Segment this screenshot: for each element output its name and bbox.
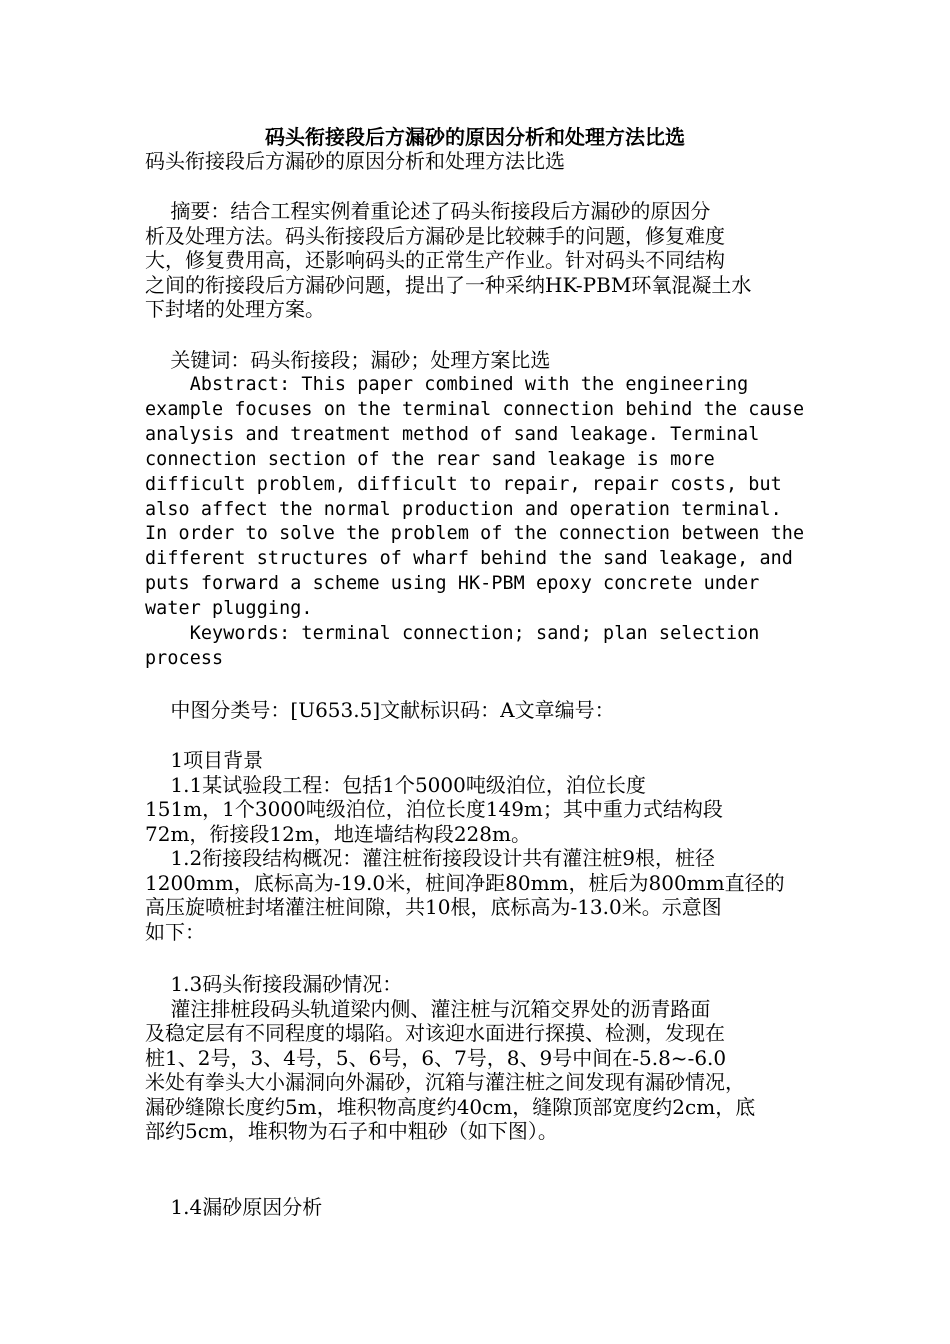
classification-line: 中图分类号：[U653.5]文献标识码：A文章编号： bbox=[145, 698, 615, 722]
abstract-en-line: In order to solve the problem of the connection between the bbox=[145, 523, 805, 545]
section-1-1-line: 151m，1个3000吨级泊位，泊位长度149m；其中重力式结构段 bbox=[145, 797, 723, 821]
abstract-cn-line: 摘要：结合工程实例着重论述了码头衔接段后方漏砂的原因分 bbox=[145, 199, 711, 223]
abstract-en-line: puts forward a scheme using HK-PBM epoxy concrete under bbox=[145, 573, 760, 595]
document-subtitle: 码头衔接段后方漏砂的原因分析和处理方法比选 bbox=[145, 149, 565, 173]
section-1-2-line: 1.2衔接段结构概况：灌注桩衔接段设计共有灌注桩9根，桩径 bbox=[145, 846, 715, 870]
abstract-cn bbox=[145, 199, 825, 322]
section-1-3-line: 部约5cm，堆积物为石子和中粗砂（如下图）。 bbox=[145, 1119, 558, 1143]
section-1-3-line: 及稳定层有不同程度的塌陷。对该迎水面进行探摸、检测，发现在 bbox=[145, 1021, 725, 1045]
section-1-2-line: 高压旋喷桩封堵灌注桩间隙，共10根，底标高为-13.0米。示意图 bbox=[145, 895, 722, 919]
abstract-cn-line: 大，修复费用高，还影响码头的正常生产作业。针对码头不同结构 bbox=[145, 248, 725, 272]
abstract-cn-line: 之间的衔接段后方漏砂问题，提出了一种采纳HK-PBM环氧混凝土水 bbox=[145, 272, 752, 297]
section-1-3-line: 米处有拳头大小漏洞向外漏砂，沉箱与灌注桩之间发现有漏砂情况， bbox=[145, 1070, 745, 1094]
section-1-4-heading: 1.4漏砂原因分析 bbox=[145, 1195, 323, 1219]
section-1-3-line: 漏砂缝隙长度约5m，堆积物高度约40cm，缝隙顶部宽度约2cm，底 bbox=[145, 1094, 756, 1119]
abstract-en bbox=[145, 373, 825, 672]
abstract-en-line: water plugging. bbox=[145, 598, 313, 620]
section-1-2-line: 1200mm，底标高为-19.0米，桩间净距80mm，桩后为800mm直径的 bbox=[145, 870, 785, 895]
section-1-1-line: 72m，衔接段12m，地连墙结构段228m。 bbox=[145, 821, 531, 846]
section-1-3-line: 桩1、2号，3、4号，5、6号，6、7号，8、9号中间在-5.8~-6.0 bbox=[145, 1045, 727, 1070]
section-1-3-line: 灌注排桩段码头轨道梁内侧、灌注桩与沉箱交界处的沥青路面 bbox=[145, 996, 711, 1021]
abstract-en-line: analysis and treatment method of sand leakage. Terminal bbox=[145, 423, 760, 445]
classification bbox=[145, 698, 825, 723]
abstract-cn-line: 下封堵的处理方案。 bbox=[145, 297, 325, 321]
document-title: 码头衔接段后方漏砂的原因分析和处理方法比选 bbox=[265, 125, 685, 149]
abstract-en-line: Abstract: This paper combined with the engineering bbox=[145, 374, 749, 395]
section-1 bbox=[145, 748, 825, 944]
section-1-3 bbox=[145, 972, 825, 1144]
keywords-en-line: process bbox=[145, 647, 224, 669]
section-1-2-line: 如下： bbox=[145, 919, 205, 944]
abstract-en-line: connection section of the rear sand leakage is more bbox=[145, 448, 715, 470]
abstract-en-line: difficult problem, difficult to repair, repair costs, but bbox=[145, 473, 782, 495]
keywords-cn bbox=[145, 348, 825, 373]
keywords-en-line: Keywords: terminal connection; sand; plan selection bbox=[145, 623, 760, 645]
section-1-1-line: 1.1某试验段工程：包括1个5000吨级泊位，泊位长度 bbox=[145, 772, 646, 797]
section-1-3-line: 1.3码头衔接段漏砂情况： bbox=[145, 972, 403, 996]
abstract-en-line: also affect the normal production and operation terminal. bbox=[145, 498, 782, 520]
abstract-en-line: different structures of wharf behind the sand leakage, and bbox=[145, 548, 793, 570]
abstract-cn-line: 析及处理方法。码头衔接段后方漏砂是比较棘手的问题，修复难度 bbox=[145, 223, 725, 248]
section-1-heading: 1项目背景 bbox=[145, 748, 264, 772]
keywords-cn-line: 关键词：码头衔接段；漏砂；处理方案比选 bbox=[145, 348, 551, 372]
abstract-en-line: example focuses on the terminal connection behind the cause bbox=[145, 398, 805, 420]
section-1-4 bbox=[145, 1195, 825, 1220]
